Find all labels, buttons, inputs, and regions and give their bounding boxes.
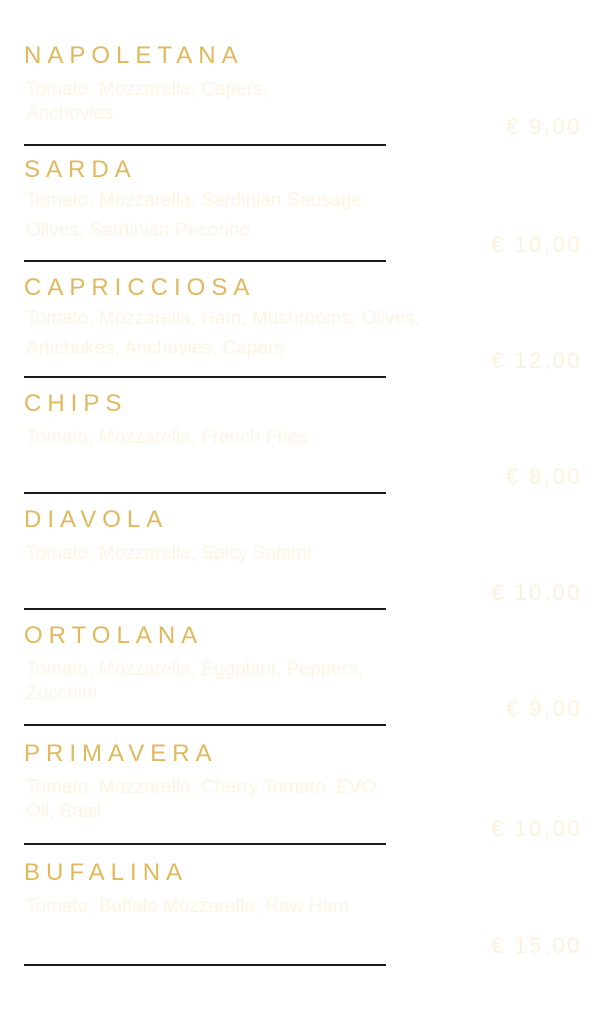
menu-divider bbox=[24, 608, 386, 610]
menu-divider bbox=[24, 260, 386, 262]
menu-item-price: € 8,00 bbox=[505, 464, 582, 489]
menu-item-description: Tomato, Mozzarella, French Fries bbox=[26, 427, 308, 448]
menu-item-description: Tomato, Mozzarella, Capers, Anchovies bbox=[26, 79, 268, 124]
menu-item-name: CHIPS bbox=[24, 390, 128, 417]
menu-divider bbox=[24, 144, 386, 146]
menu-divider bbox=[24, 964, 386, 966]
menu-item-description: Tomato, Buffalo Mozzarella, Raw Ham bbox=[26, 896, 349, 917]
menu-item-price: € 9,00 bbox=[505, 696, 582, 721]
menu-item-price: € 12,00 bbox=[491, 348, 582, 373]
menu-item-price: € 9,00 bbox=[505, 114, 582, 139]
menu-item-price: € 10,00 bbox=[491, 580, 582, 605]
menu-divider bbox=[24, 843, 386, 845]
menu-item-name: NAPOLETANA bbox=[24, 42, 244, 69]
menu-item-name: DIAVOLA bbox=[24, 506, 169, 533]
menu-item-description: Tomato, Mozzarella, Ham, Mushrooms, Olives, Artichokes, Anchovies, Capers bbox=[26, 308, 420, 359]
menu-item-name: SARDA bbox=[24, 156, 137, 183]
menu-item-name: BUFALINA bbox=[24, 859, 189, 886]
menu-item-description: Tomato, Mozzarella, Spicy Salami bbox=[26, 543, 312, 564]
menu-item-name: ORTOLANA bbox=[24, 622, 204, 649]
menu-item-description: Tomato, Mozzarella, Sardinian Sausage, Olives, Sardinian Pecorino bbox=[26, 190, 368, 241]
menu-item-price: € 15,00 bbox=[491, 933, 582, 958]
menu-item-description: Tomato, Mozzarella, Eggplant, Peppers, Zucchini bbox=[26, 659, 363, 704]
menu-item-description: Tomato, Mozzarella, Cherry Tomato, EVO Oil, Basil bbox=[26, 777, 377, 822]
menu-item-name: PRIMAVERA bbox=[24, 740, 218, 767]
menu-item-price: € 10,00 bbox=[491, 232, 582, 257]
menu-divider bbox=[24, 492, 386, 494]
menu-divider bbox=[24, 376, 386, 378]
menu-item-name: CAPRICCIOSA bbox=[24, 274, 256, 301]
menu-item-price: € 10,00 bbox=[491, 816, 582, 841]
menu-divider bbox=[24, 724, 386, 726]
